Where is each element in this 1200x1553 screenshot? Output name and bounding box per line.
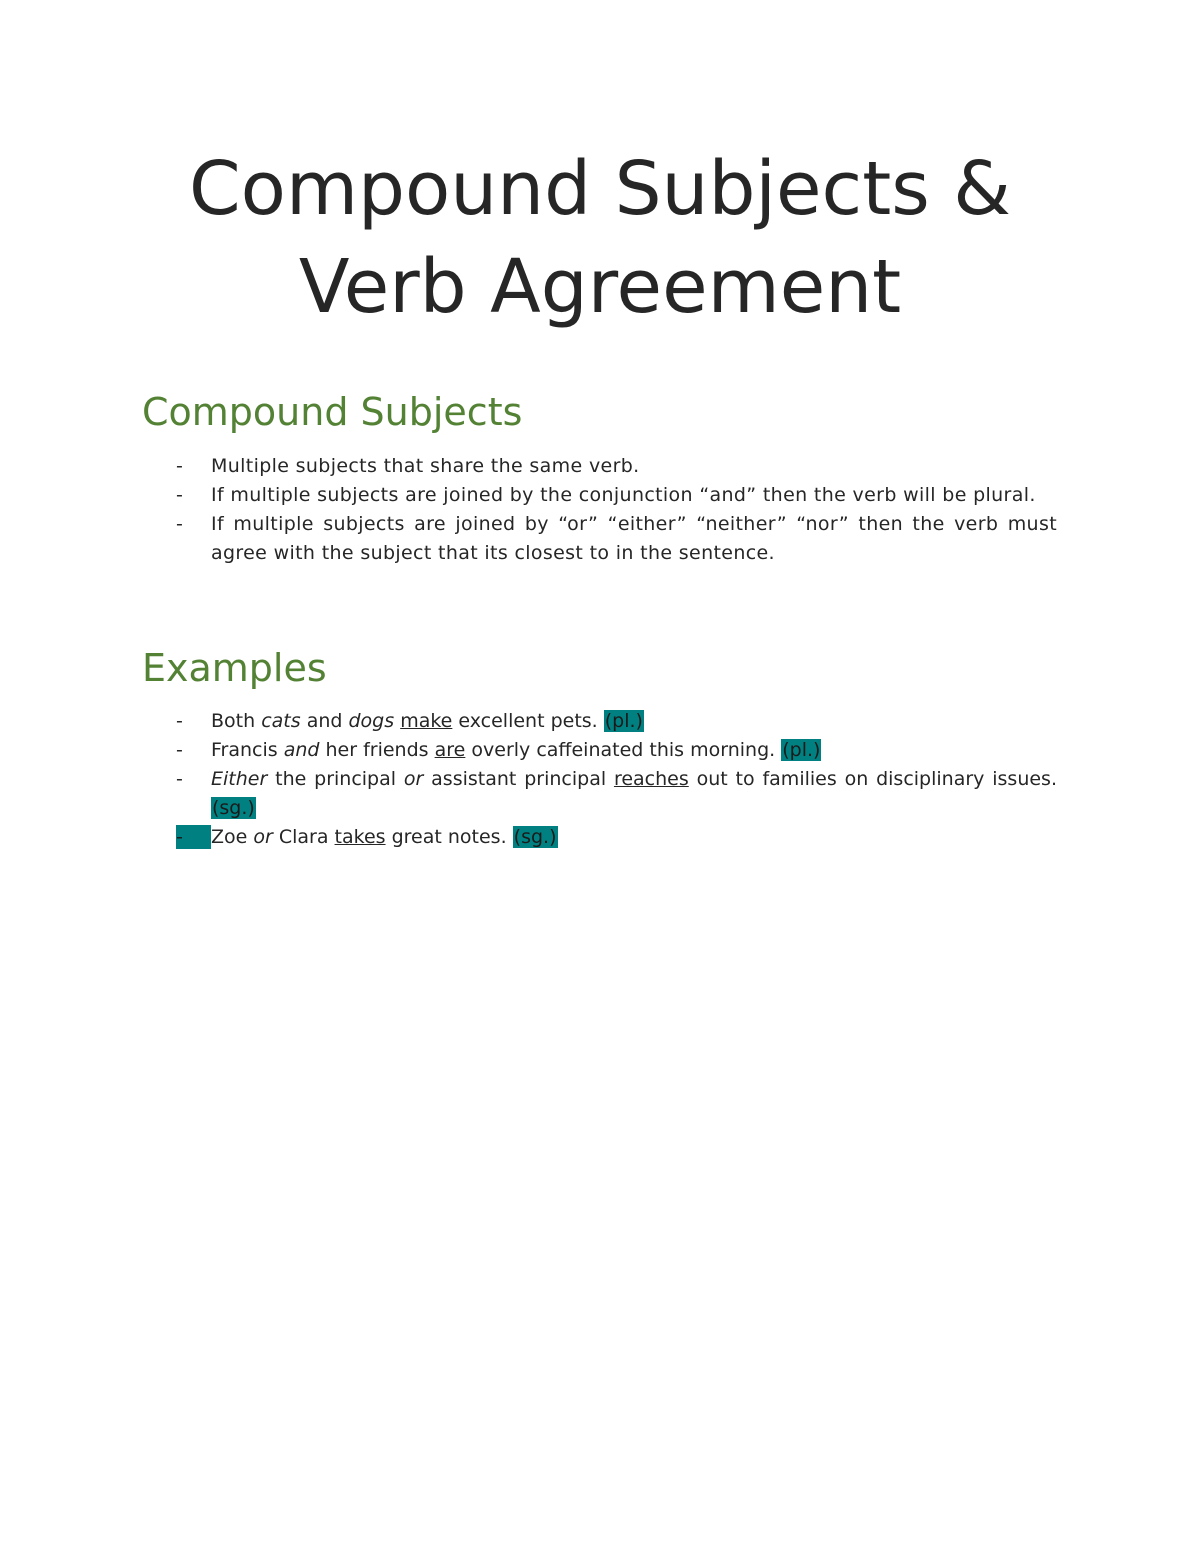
list-item-text: If multiple subjects are joined by the conjunction “and” then the verb will be plural. <box>211 484 1036 506</box>
example-text <box>211 736 1057 765</box>
examples-list <box>0 707 1200 852</box>
example-word: Clara <box>272 826 335 848</box>
example-word: assistant principal <box>423 768 614 790</box>
list-dash: - <box>176 710 183 732</box>
example-item-3 <box>0 765 1200 823</box>
list-dash: - <box>176 484 183 506</box>
list-dash: - <box>176 825 211 849</box>
example-conjunction: or <box>253 826 273 848</box>
example-word: Francis <box>211 739 284 761</box>
example-item-2 <box>0 736 1200 765</box>
list-item-text: If multiple subjects are joined by “or” “either” “neither” “nor” then the verb must agree with the subject that its closest to in the sentence. <box>211 513 1057 564</box>
example-verb: reaches <box>613 768 689 790</box>
example-word: out to families on disciplinary issues. <box>688 768 1057 790</box>
heading-compound-subjects: Compound Subjects <box>142 390 523 434</box>
example-text <box>211 823 1057 852</box>
example-word: Both <box>211 710 262 732</box>
example-verb: make <box>400 710 453 732</box>
list-item <box>0 510 1200 568</box>
example-verb: are <box>434 739 466 761</box>
list-item <box>0 452 1200 481</box>
example-item-4 <box>0 823 1200 852</box>
number-tag: (pl.) <box>604 710 643 732</box>
list-dash: - <box>176 739 183 761</box>
example-conjunction: or <box>403 768 424 790</box>
example-item-1 <box>0 707 1200 736</box>
example-word: the principal <box>267 768 404 790</box>
document-title <box>0 140 1200 336</box>
number-tag: (sg.) <box>513 826 557 848</box>
example-word: and <box>300 710 349 732</box>
list-item <box>0 481 1200 510</box>
example-word: overly caffeinated this morning. <box>465 739 782 761</box>
compound-subjects-list <box>0 452 1200 568</box>
number-tag: (pl.) <box>782 739 821 761</box>
heading-examples: Examples <box>142 646 327 690</box>
example-word: Zoe <box>211 826 254 848</box>
example-word: excellent pets. <box>452 710 604 732</box>
example-verb: takes <box>334 826 386 848</box>
list-dash: - <box>176 513 183 535</box>
example-conjunction: and <box>283 739 320 761</box>
example-subject: dogs <box>348 710 395 732</box>
example-conjunction: Either <box>211 768 268 790</box>
title-line-1: Compound Subjects & <box>189 146 1011 232</box>
title-line-2: Verb Agreement <box>298 244 902 330</box>
list-dash: - <box>176 455 183 477</box>
number-tag: (sg.) <box>212 797 255 819</box>
example-word: her friends <box>319 739 435 761</box>
example-word: great notes. <box>385 826 513 848</box>
list-item-text: Multiple subjects that share the same verb. <box>211 455 640 477</box>
example-text <box>211 707 1057 736</box>
list-dash: - <box>176 768 183 790</box>
example-subject: cats <box>261 710 301 732</box>
example-text <box>211 765 1057 823</box>
